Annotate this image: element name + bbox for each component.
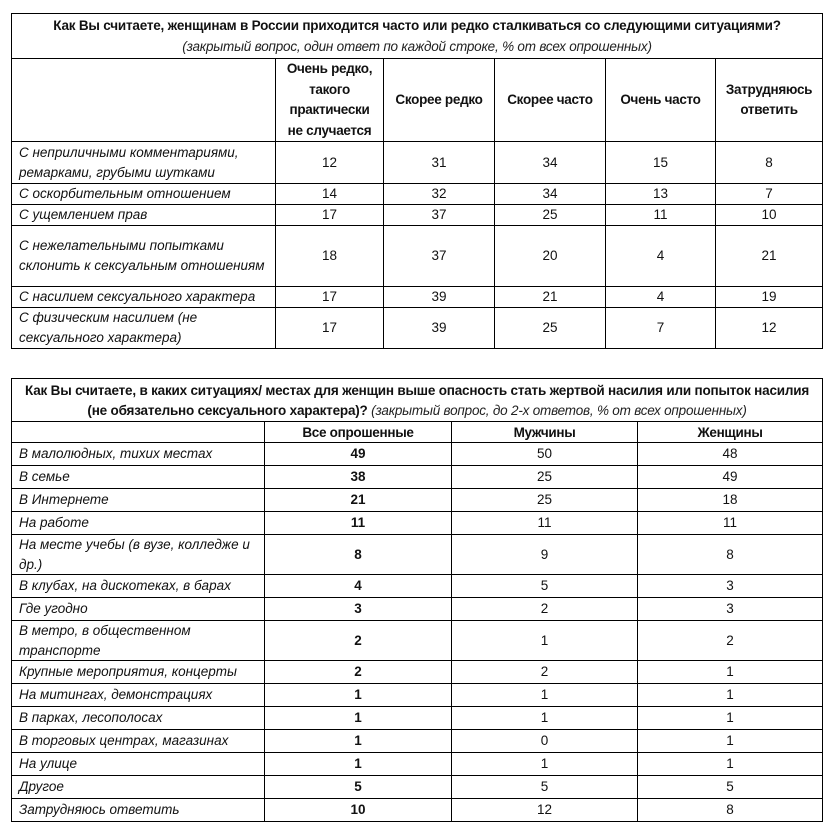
header-empty-cell (12, 422, 265, 443)
value-cell: 25 (495, 308, 606, 349)
value-cell: 15 (606, 142, 716, 184)
value-cell: 17 (276, 205, 384, 226)
row-label: На митингах, демонстрациях (12, 684, 265, 707)
value-cell: 1 (638, 707, 823, 730)
row-label: Крупные мероприятия, концерты (12, 661, 265, 684)
value-cell: 2 (265, 661, 452, 684)
value-cell: 1 (265, 730, 452, 753)
value-cell: 18 (638, 489, 823, 512)
table-row (12, 205, 823, 226)
column-header: Затрудняюсь ответить (716, 59, 823, 142)
value-cell: 8 (638, 799, 823, 822)
column-header: Очень часто (606, 59, 716, 142)
value-cell: 11 (265, 512, 452, 535)
value-cell: 1 (452, 621, 638, 661)
row-label: Затрудняюсь ответить (12, 799, 265, 822)
value-cell: 1 (452, 753, 638, 776)
value-cell: 11 (638, 512, 823, 535)
value-cell: 8 (716, 142, 823, 184)
value-cell: 49 (638, 466, 823, 489)
value-cell: 21 (495, 287, 606, 308)
value-cell: 12 (716, 308, 823, 349)
value-cell: 5 (452, 575, 638, 598)
table-row (12, 799, 823, 822)
value-cell: 39 (384, 308, 495, 349)
table-row (12, 684, 823, 707)
table-row (12, 661, 823, 684)
table-row (12, 226, 823, 287)
table-row (12, 287, 823, 308)
value-cell: 31 (384, 142, 495, 184)
row-label: С физическим насилием (не сексуального характера) (12, 308, 276, 349)
value-cell: 1 (265, 684, 452, 707)
danger-places-table (11, 378, 823, 822)
value-cell: 13 (606, 184, 716, 205)
table2-header-row (12, 422, 823, 443)
value-cell: 2 (265, 621, 452, 661)
value-cell: 49 (265, 443, 452, 466)
value-cell: 7 (716, 184, 823, 205)
value-cell: 34 (495, 184, 606, 205)
table-row (12, 512, 823, 535)
value-cell: 8 (265, 535, 452, 575)
value-cell: 4 (606, 226, 716, 287)
value-cell: 3 (265, 598, 452, 621)
row-label: С неприличными комментариями, ремарками, грубыми шутками (12, 142, 276, 184)
table-row (12, 489, 823, 512)
value-cell: 25 (495, 205, 606, 226)
frequency-table (11, 13, 823, 349)
value-cell: 7 (606, 308, 716, 349)
column-header: Очень редко, такого практически не случается (276, 59, 384, 142)
value-cell: 32 (384, 184, 495, 205)
row-label: С насилием сексуального характера (12, 287, 276, 308)
row-label: Другое (12, 776, 265, 799)
value-cell: 3 (638, 598, 823, 621)
column-header: Мужчины (452, 422, 638, 443)
row-label: В клубах, на дискотеках, в барах (12, 575, 265, 598)
value-cell: 1 (452, 707, 638, 730)
value-cell: 10 (716, 205, 823, 226)
value-cell: 25 (452, 466, 638, 489)
value-cell: 4 (265, 575, 452, 598)
value-cell: 3 (638, 575, 823, 598)
value-cell: 11 (452, 512, 638, 535)
value-cell: 34 (495, 142, 606, 184)
row-label: В семье (12, 466, 265, 489)
column-header: Все опрошенные (265, 422, 452, 443)
value-cell: 4 (606, 287, 716, 308)
value-cell: 2 (452, 661, 638, 684)
value-cell: 2 (638, 621, 823, 661)
value-cell: 12 (452, 799, 638, 822)
row-label: На улице (12, 753, 265, 776)
value-cell: 5 (265, 776, 452, 799)
value-cell: 14 (276, 184, 384, 205)
value-cell: 19 (716, 287, 823, 308)
table2-title-cell (12, 379, 823, 422)
value-cell: 1 (638, 661, 823, 684)
value-cell: 9 (452, 535, 638, 575)
row-label: С оскорбительным отношением (12, 184, 276, 205)
value-cell: 1 (265, 707, 452, 730)
row-label: В метро, в общественном транспорте (12, 621, 265, 661)
value-cell: 17 (276, 308, 384, 349)
value-cell: 10 (265, 799, 452, 822)
value-cell: 25 (452, 489, 638, 512)
value-cell: 5 (638, 776, 823, 799)
table1-title-cell (12, 14, 823, 59)
value-cell: 20 (495, 226, 606, 287)
table-row (12, 443, 823, 466)
row-label: В парках, лесополосах (12, 707, 265, 730)
value-cell: 1 (638, 684, 823, 707)
table-row (12, 598, 823, 621)
table-row (12, 575, 823, 598)
value-cell: 5 (452, 776, 638, 799)
value-cell: 2 (452, 598, 638, 621)
table-row (12, 466, 823, 489)
row-label: В малолюдных, тихих местах (12, 443, 265, 466)
value-cell: 12 (276, 142, 384, 184)
value-cell: 1 (638, 730, 823, 753)
value-cell: 21 (265, 489, 452, 512)
value-cell: 48 (638, 443, 823, 466)
value-cell: 17 (276, 287, 384, 308)
value-cell: 1 (452, 684, 638, 707)
row-label: В Интернете (12, 489, 265, 512)
table-row (12, 707, 823, 730)
table-row (12, 776, 823, 799)
row-label: С ущемлением прав (12, 205, 276, 226)
value-cell: 50 (452, 443, 638, 466)
value-cell: 1 (638, 753, 823, 776)
column-header: Женщины (638, 422, 823, 443)
table-row (12, 621, 823, 661)
row-label: С нежелательными попытками склонить к сексуальным отношениям (12, 226, 276, 287)
column-header: Скорее редко (384, 59, 495, 142)
row-label: В торговых центрах, магазинах (12, 730, 265, 753)
table2-note: (закрытый вопрос, до 2-х ответов, % от всех опрошенных) (371, 402, 747, 418)
table1-header-row (12, 59, 823, 142)
column-header: Скорее часто (495, 59, 606, 142)
table1-note: (закрытый вопрос, один ответ по каждой строке, % от всех опрошенных) (182, 39, 652, 54)
value-cell: 18 (276, 226, 384, 287)
table2-title: Как Вы считаете, в каких ситуациях/ местах для женщин выше опасность стать жертвой насилия или попыток насилия (не обязательно сексуального характера)? (25, 383, 810, 418)
table-row (12, 753, 823, 776)
row-label: На месте учебы (в вузе, колледже и др.) (12, 535, 265, 575)
value-cell: 21 (716, 226, 823, 287)
value-cell: 11 (606, 205, 716, 226)
header-empty-cell (12, 59, 276, 142)
table-row (12, 142, 823, 184)
table1-title: Как Вы считаете, женщинам в России приходится часто или редко сталкиваться со следующими ситуациями? (53, 18, 781, 33)
value-cell: 38 (265, 466, 452, 489)
table-row (12, 184, 823, 205)
value-cell: 1 (265, 753, 452, 776)
value-cell: 37 (384, 205, 495, 226)
row-label: Где угодно (12, 598, 265, 621)
row-label: На работе (12, 512, 265, 535)
value-cell: 39 (384, 287, 495, 308)
table-row (12, 730, 823, 753)
table-row (12, 308, 823, 349)
value-cell: 37 (384, 226, 495, 287)
value-cell: 0 (452, 730, 638, 753)
value-cell: 8 (638, 535, 823, 575)
table-row (12, 535, 823, 575)
